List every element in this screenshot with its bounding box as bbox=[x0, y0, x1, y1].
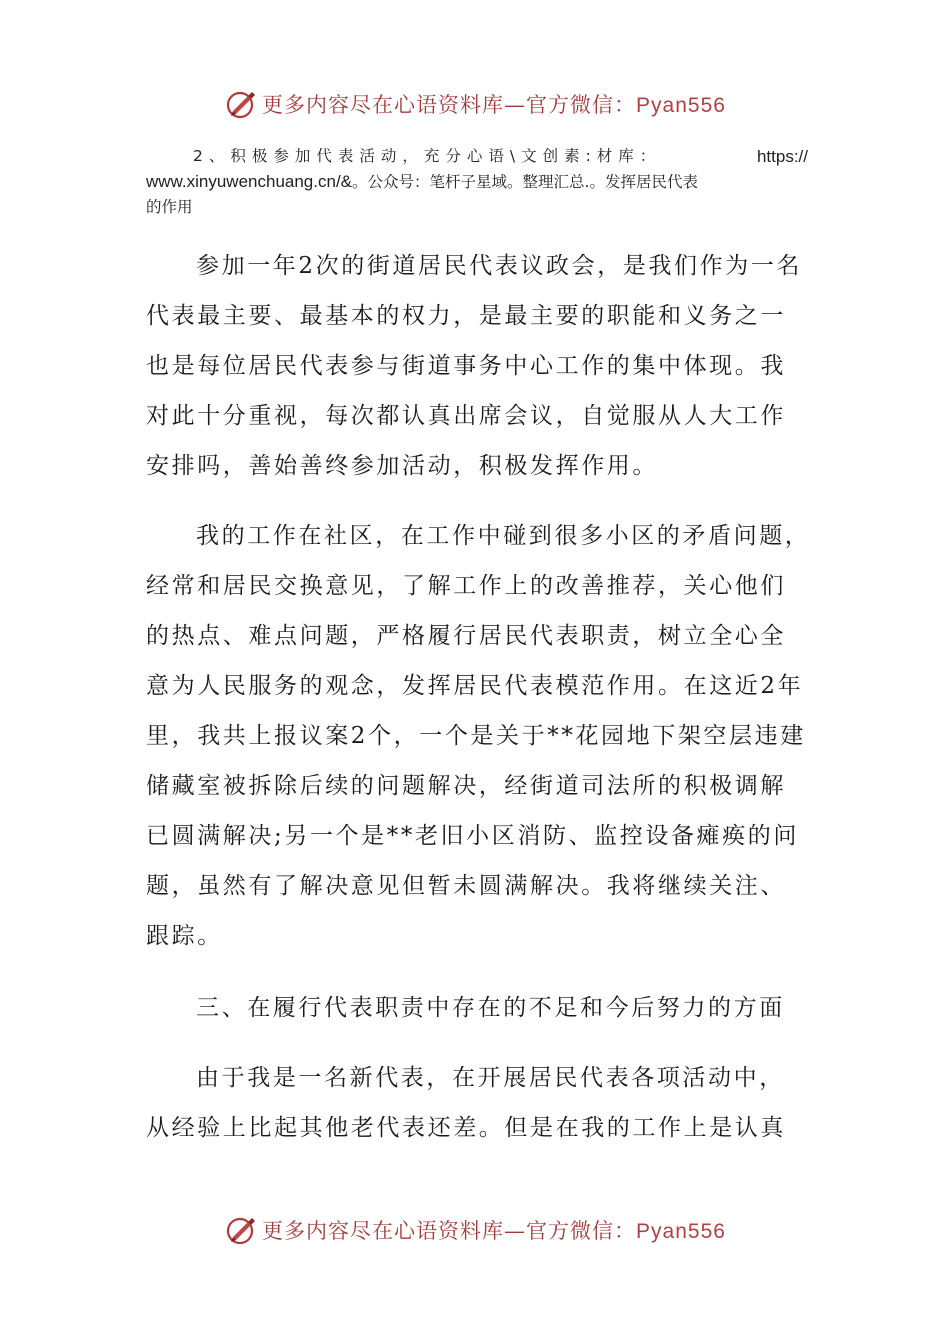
paragraph-line: 意为人民服务的观念，发挥居民代表模范作用。在这近2年 bbox=[146, 673, 804, 699]
pen-logo-icon bbox=[224, 87, 258, 121]
header-banner bbox=[0, 84, 950, 124]
intro-url-part-1[interactable]: https:// bbox=[756, 147, 808, 166]
intro-line-2 bbox=[146, 169, 808, 195]
banner-wechat-label: 官方微信： bbox=[526, 93, 637, 117]
intro-line-2-text: 。公众号：笔杆子星域。整理汇总.。发挥居民代表 bbox=[352, 173, 698, 191]
intro-url-part-2[interactable]: www.xinyuwenchuang.cn/& bbox=[146, 172, 353, 191]
paragraph-3 bbox=[146, 1053, 810, 1153]
intro-paragraph bbox=[146, 144, 808, 220]
paragraph-line: 对此十分重视，每次都认真出席会议，自觉服从人大工作 bbox=[146, 403, 786, 429]
paragraph-line: 里，我共上报议案2个，一个是关于**花园地下架空层违建 bbox=[146, 723, 806, 749]
paragraph-line: 我的工作在社区，在工作中碰到很多小区的矛盾问题， bbox=[196, 523, 810, 549]
paragraph-line: 跟踪。 bbox=[146, 923, 223, 949]
intro-line-1-text: 2、积极参加代表活动，充分心语\文创素:材库： bbox=[193, 147, 662, 165]
banner-main-text: 更多内容尽在心语资料库 bbox=[262, 1219, 505, 1243]
paragraph-line: 题，虽然有了解决意见但暂未圆满解决。我将继续关注、 bbox=[146, 873, 786, 899]
paragraph-line: 经常和居民交换意见，了解工作上的改善推荐，关心他们 bbox=[146, 573, 786, 599]
section-heading bbox=[146, 983, 810, 1033]
paragraph-line: 也是每位居民代表参与街道事务中心工作的集中体现。我 bbox=[146, 353, 786, 379]
banner-text bbox=[262, 1215, 726, 1245]
pen-logo-icon bbox=[224, 1213, 258, 1247]
banner-main-text: 更多内容尽在心语资料库 bbox=[262, 93, 505, 117]
footer-banner bbox=[0, 1210, 950, 1250]
banner-dash: — bbox=[504, 93, 527, 117]
paragraph-line: 从经验上比起其他老代表还差。但是在我的工作上是认真 bbox=[146, 1115, 786, 1141]
intro-line-3: 的作用 bbox=[146, 198, 193, 216]
banner-wechat-id: Pyan556 bbox=[636, 1220, 726, 1243]
banner-dash: — bbox=[504, 1219, 527, 1243]
paragraph-line: 由于我是一名新代表，在开展居民代表各项活动中， bbox=[196, 1065, 785, 1091]
paragraph-line: 已圆满解决;另一个是**老旧小区消防、监控设备瘫痪的问 bbox=[146, 823, 799, 849]
intro-line-1 bbox=[146, 144, 808, 169]
paragraph-line: 储藏室被拆除后续的问题解决，经街道司法所的积极调解 bbox=[146, 773, 786, 799]
paragraph-line: 的热点、难点问题，严格履行居民代表职责，树立全心全 bbox=[146, 623, 786, 649]
paragraph-1 bbox=[146, 241, 810, 491]
section-heading-text: 三、在履行代表职责中存在的不足和今后努力的方面 bbox=[196, 995, 785, 1021]
paragraph-2 bbox=[146, 511, 810, 961]
paragraph-line: 代表最主要、最基本的权力，是最主要的职能和义务之一 bbox=[146, 303, 786, 329]
banner-wechat-label: 官方微信： bbox=[526, 1219, 637, 1243]
paragraph-line: 参加一年2次的街道居民代表议政会，是我们作为一名 bbox=[196, 253, 803, 279]
banner-wechat-id: Pyan556 bbox=[636, 94, 726, 117]
paragraph-line: 安排吗，善始善终参加活动，积极发挥作用。 bbox=[146, 453, 658, 479]
banner-text bbox=[262, 89, 726, 119]
